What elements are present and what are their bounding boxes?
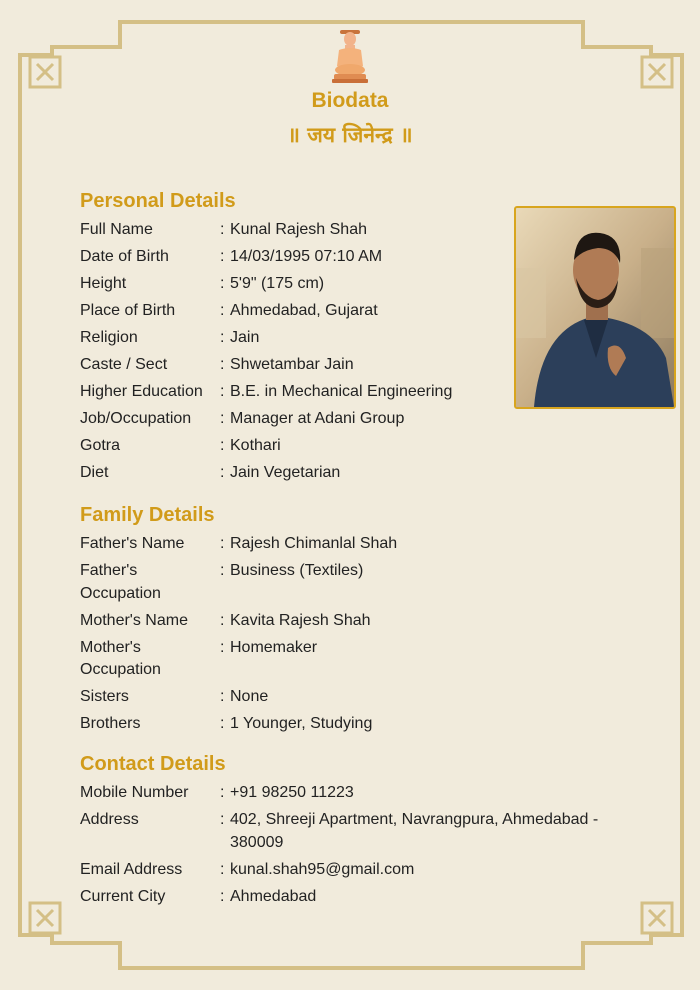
section-heading-personal: Personal Details — [80, 190, 236, 212]
detail-row: Caste / Sect : Shwetambar Jain — [80, 354, 640, 377]
family-details-section — [80, 502, 640, 740]
detail-row: Diet : Jain Vegetarian — [80, 462, 640, 485]
field-label: Father's Occupation — [80, 562, 161, 602]
field-value: B.E. in Mechanical Engineering — [230, 383, 453, 400]
detail-row: Date of Birth : 14/03/1995 07:10 AM — [80, 246, 640, 269]
detail-row: Sisters : None — [80, 686, 640, 709]
field-label: Mother's Occupation — [80, 638, 161, 678]
field-label: Gotra — [80, 437, 121, 454]
meditating-deity-icon — [330, 28, 370, 84]
field-value: Kunal Rajesh Shah — [230, 221, 367, 238]
detail-row: Higher Education : B.E. in Mechanical Engineering — [80, 381, 640, 404]
page-title: Biodata — [311, 89, 389, 112]
field-value: Homemaker — [230, 638, 318, 656]
field-label: Higher Education — [80, 383, 203, 400]
detail-row: Mobile Number : +91 98250 11223 — [80, 782, 640, 805]
field-value: 1 Younger, Studying — [230, 715, 373, 732]
field-value: Kothari — [230, 437, 281, 454]
field-value: Jain — [230, 329, 260, 346]
detail-row: Brothers : 1 Younger, Studying — [80, 713, 640, 736]
detail-row: Gotra : Kothari — [80, 435, 640, 458]
detail-row: Height : 5'9" (175 cm) — [80, 273, 640, 296]
field-value: Manager at Adani Group — [230, 410, 405, 427]
field-label: Diet — [80, 464, 109, 481]
personal-details-section — [80, 188, 640, 489]
field-label: Mother's Name — [80, 611, 188, 629]
field-label: Father's Name — [80, 535, 185, 552]
field-label: Date of Birth — [80, 248, 169, 265]
field-label: Brothers — [80, 715, 141, 732]
detail-row: Current City : Ahmedabad — [80, 886, 640, 909]
field-value: Business (Textiles) — [230, 562, 364, 579]
field-value: Shwetambar Jain — [230, 356, 354, 373]
email-value[interactable]: kunal.shah95@gmail.com — [230, 860, 415, 878]
detail-row: Email Address : kunal.shah95@gmail.com — [80, 859, 640, 882]
detail-row: Mother's Name : Kavita Rajesh Shah — [80, 610, 640, 633]
detail-row: Mother's Occupation : Homemaker — [80, 637, 640, 682]
field-value: Rajesh Chimanlal Shah — [230, 535, 398, 552]
page-subtitle: ॥ जय जिनेन्द्र ॥ — [287, 123, 413, 147]
section-heading-family: Family Details — [80, 504, 215, 526]
field-value: 5'9" (175 cm) — [230, 275, 325, 292]
detail-row: Father's Occupation : Business (Textiles) — [80, 560, 640, 605]
field-value: Ahmedabad — [230, 887, 317, 905]
field-label: Current City — [80, 887, 166, 905]
field-label: Height — [80, 275, 127, 292]
detail-row: Address : 402, Shreeji Apartment, Navrangpura, Ahmedabad - 380009 — [80, 809, 640, 854]
detail-row: Father's Name : Rajesh Chimanlal Shah — [80, 533, 640, 556]
field-label: Religion — [80, 329, 138, 346]
field-label: Place of Birth — [80, 302, 176, 319]
field-label: Mobile Number — [80, 784, 189, 801]
field-value: +91 98250 11223 — [230, 784, 354, 801]
field-label: Email Address — [80, 860, 183, 878]
detail-row: Full Name : Kunal Rajesh Shah — [80, 219, 640, 242]
field-label: Address — [80, 811, 139, 828]
section-heading-contact: Contact Details — [80, 753, 226, 775]
field-value: None — [230, 688, 269, 705]
field-value: Jain Vegetarian — [230, 464, 341, 481]
field-value: Ahmedabad, Gujarat — [230, 302, 378, 319]
field-value: Kavita Rajesh Shah — [230, 611, 371, 629]
field-label: Job/Occupation — [80, 410, 192, 427]
field-label: Full Name — [80, 221, 153, 238]
detail-row: Job/Occupation : Manager at Adani Group — [80, 408, 640, 431]
field-value: 402, Shreeji Apartment, Navrangpura, Ahmedabad - 380009 — [230, 811, 599, 851]
contact-details-section — [80, 751, 640, 913]
field-value: 14/03/1995 07:10 AM — [230, 248, 383, 265]
detail-row: Religion : Jain — [80, 327, 640, 350]
field-label: Sisters — [80, 688, 129, 705]
field-label: Caste / Sect — [80, 356, 168, 373]
detail-row: Place of Birth : Ahmedabad, Gujarat — [80, 300, 640, 323]
